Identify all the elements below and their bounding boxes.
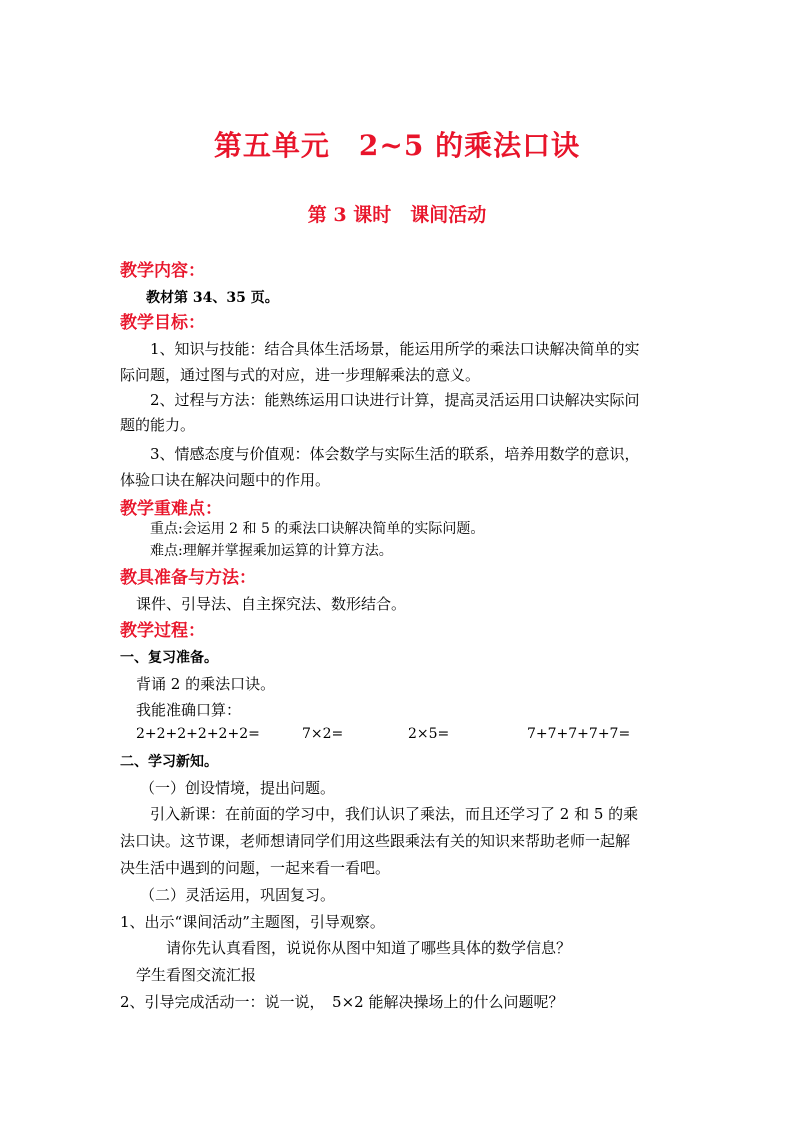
goal-line-3: 2、过程与方法：能熟练运用口诀进行计算，提高灵活运用口诀解决实际问	[150, 391, 640, 409]
intro-line-1: 引入新课：在前面的学习中，我们认识了乘法，而且还学习了 2 和 5 的乘	[150, 805, 639, 823]
calc-item: 7×2=	[302, 726, 344, 742]
process-part1-title: 一、复习准备。	[120, 650, 218, 666]
goal-line-1: 1、知识与技能：结合具体生活场景，能运用所学的乘法口诀解决简单的实	[150, 340, 640, 358]
goal-line-5: 3、情感态度与价值观：体会数学与实际生活的联系，培养用数学的意识，	[150, 445, 640, 463]
report-text: 学生看图交流汇报	[136, 966, 257, 984]
guide-text: 2、引导完成活动一：说一说， 5×2 能解决操场上的什么问题呢？	[120, 993, 564, 1011]
calc-item: 7+7+7+7+7=	[527, 726, 631, 742]
goal-line-6: 体验口诀在解决问题中的作用。	[120, 471, 331, 489]
intro-line-3: 决生活中遇到的问题，一起来看一看吧。	[120, 859, 391, 877]
process-part2-title: 二、学习新知。	[120, 754, 218, 770]
keypoint-difficulty: 难点:理解并掌握乘加运算的计算方法。	[150, 543, 393, 559]
ask-text: 请你先认真看图，说说你从图中知道了哪些具体的数学信息？	[166, 939, 572, 957]
recite-text: 背诵 2 的乘法口诀。	[136, 675, 276, 693]
keypoint-focus: 重点:会运用 2 和 5 的乘法口诀解决简单的实际问题。	[150, 521, 485, 537]
content-text: 教材第 34、35 页。	[146, 290, 279, 306]
step1-text: （一）创设情境，提出问题。	[140, 779, 336, 797]
goal-line-2: 际问题，通过图与式的对应，进一步理解乘法的意义。	[120, 366, 481, 384]
show-text: 1、出示“课间活动”主题图，引导观察。	[120, 913, 385, 931]
goal-line-4: 题的能力。	[120, 416, 196, 434]
section-heading-prep: 教具准备与方法：	[120, 568, 256, 588]
section-heading-content: 教学内容：	[120, 261, 205, 281]
prep-text: 课件、引导法、自主探究法、数形结合。	[136, 595, 407, 613]
intro-line-2: 法口诀。这节课，老师想请同学们用这些跟乘法有关的知识来帮助老师一起解	[120, 832, 631, 850]
section-heading-process: 教学过程：	[120, 621, 205, 641]
step2-text: （二）灵活运用，巩固复习。	[140, 886, 336, 904]
calc-item: 2+2+2+2+2+2=	[136, 726, 260, 742]
calc-item: 2×5=	[408, 726, 450, 742]
mental-calc-label: 我能准确口算：	[136, 701, 242, 719]
section-heading-goals: 教学目标：	[120, 313, 205, 333]
section-heading-keypoints: 教学重难点：	[120, 499, 222, 519]
page-title: 第五单元 2~5 的乘法口诀	[213, 129, 581, 162]
lesson-subtitle: 第 3 课时 课间活动	[307, 204, 487, 226]
